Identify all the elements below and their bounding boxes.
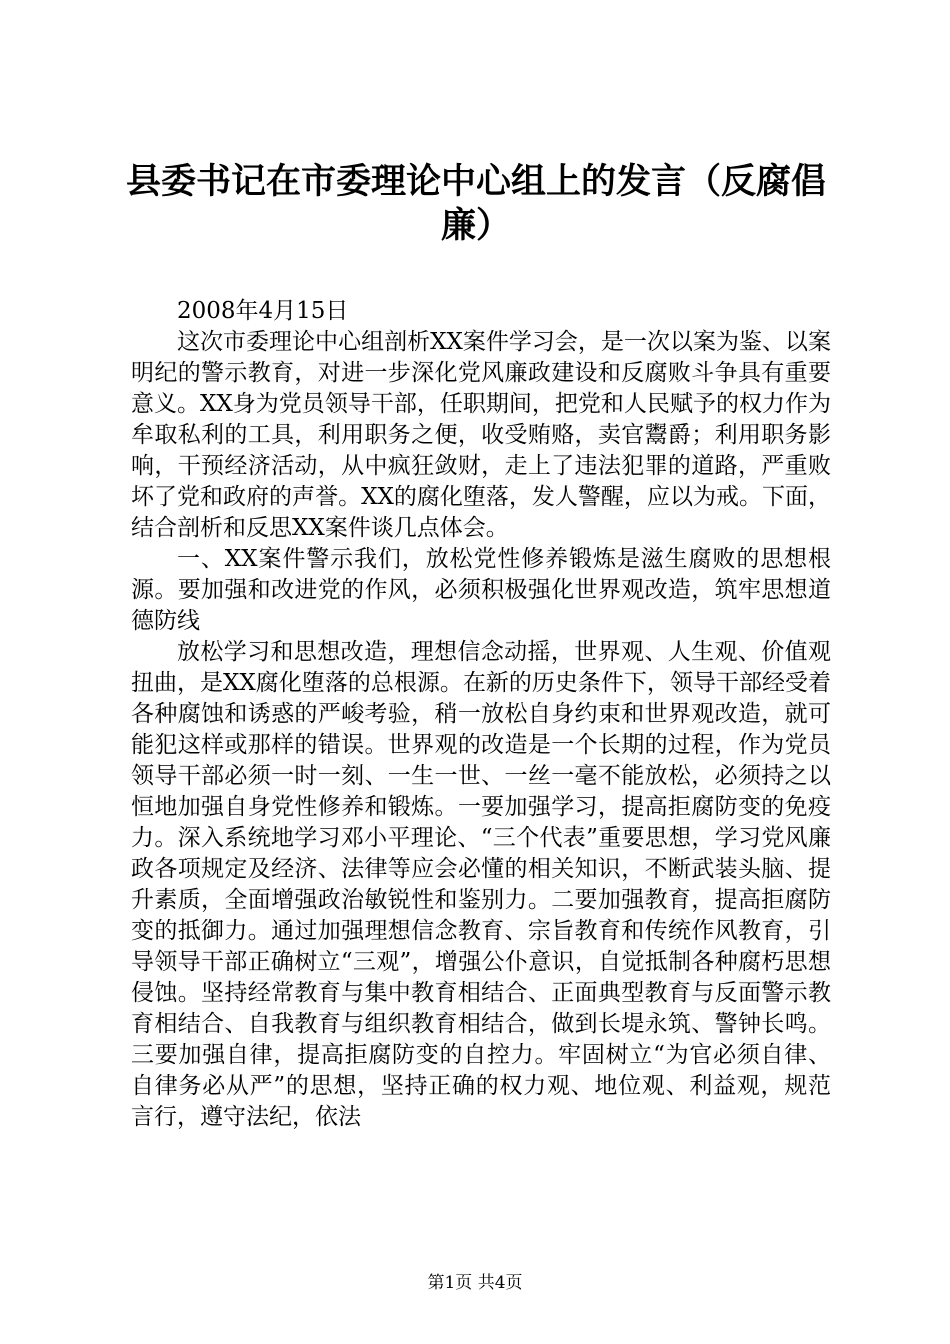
document-date: 2008年4月15日 [177, 298, 349, 324]
paragraph-section-1: 放松学习和思想改造，理想信念动摇，世界观、人生观、价值观扭曲，是XX腐化堕落的总根源。在新的历史条件下，领导干部经受着各种腐蚀和诱惑的严峻考验，稍一放松自身约束和世界观改造，就可能犯这样或那样的错误。世界观的改造是一个长期的过程，作为党员领导干部必须一时一刻、一生一世、一丝一毫不能放松，必须持之以恒地加强自身党性修养和锻炼。一要加强学习，提高拒腐防变的免疫力。深入系统地学习邓小平理论、“三个代表”重要思想，学习党风廉政各项规定及经济、法律等应会必懂的相关知识，不断武装头脑、提升素质，全面增强政治敏锐性和鉴别力。二要加强教育，提高拒腐防变的抵御力。通过加强理想信念教育、宗旨教育和传统作风教育，引导领导干部正确树立“三观”，增强公仆意识，自觉抵制各种腐朽思想侵蚀。坚持经常教育与集中教育相结合、正面典型教育与反面警示教育相结合、自我教育与组织教育相结合，做到长堤永筑、警钟长鸣。三要加强自律，提高拒腐防变的自控力。牢固树立“为官必须自律、自律务必从严”的思想，坚持正确的权力观、地位观、利益观，规范言行，遵守法纪，依法 [131, 639, 831, 1130]
document-body [131, 296, 831, 1133]
paragraph-intro: 这次市委理论中心组剖析XX案件学习会，是一次以案为鉴、以案明纪的警示教育，对进一步深化党风廉政建设和反腐败斗争具有重要意义。XX身为党员领导干部，任职期间，把党和人民赋予的权力作为牟取私利的工具，利用职务之便，收受贿赂，卖官鬻爵；利用职务影响，干预经济活动，从中疯狂敛财，走上了违法犯罪的道路，严重败坏了党和政府的声誉。XX的腐化堕落，发人警醒，应以为戒。下面，结合剖析和反思XX案件谈几点体会。 [131, 329, 831, 541]
document-title: 县委书记在市委理论中心组上的发言（反腐倡廉） [125, 161, 826, 246]
page-number-footer: 第1页 共4页 [427, 1273, 523, 1293]
section-heading-1: 一、XX案件警示我们，放松党性修养锻炼是滋生腐败的思想根源。要加强和改进党的作风，必须积极强化世界观改造，筑牢思想道德防线 [131, 546, 831, 634]
